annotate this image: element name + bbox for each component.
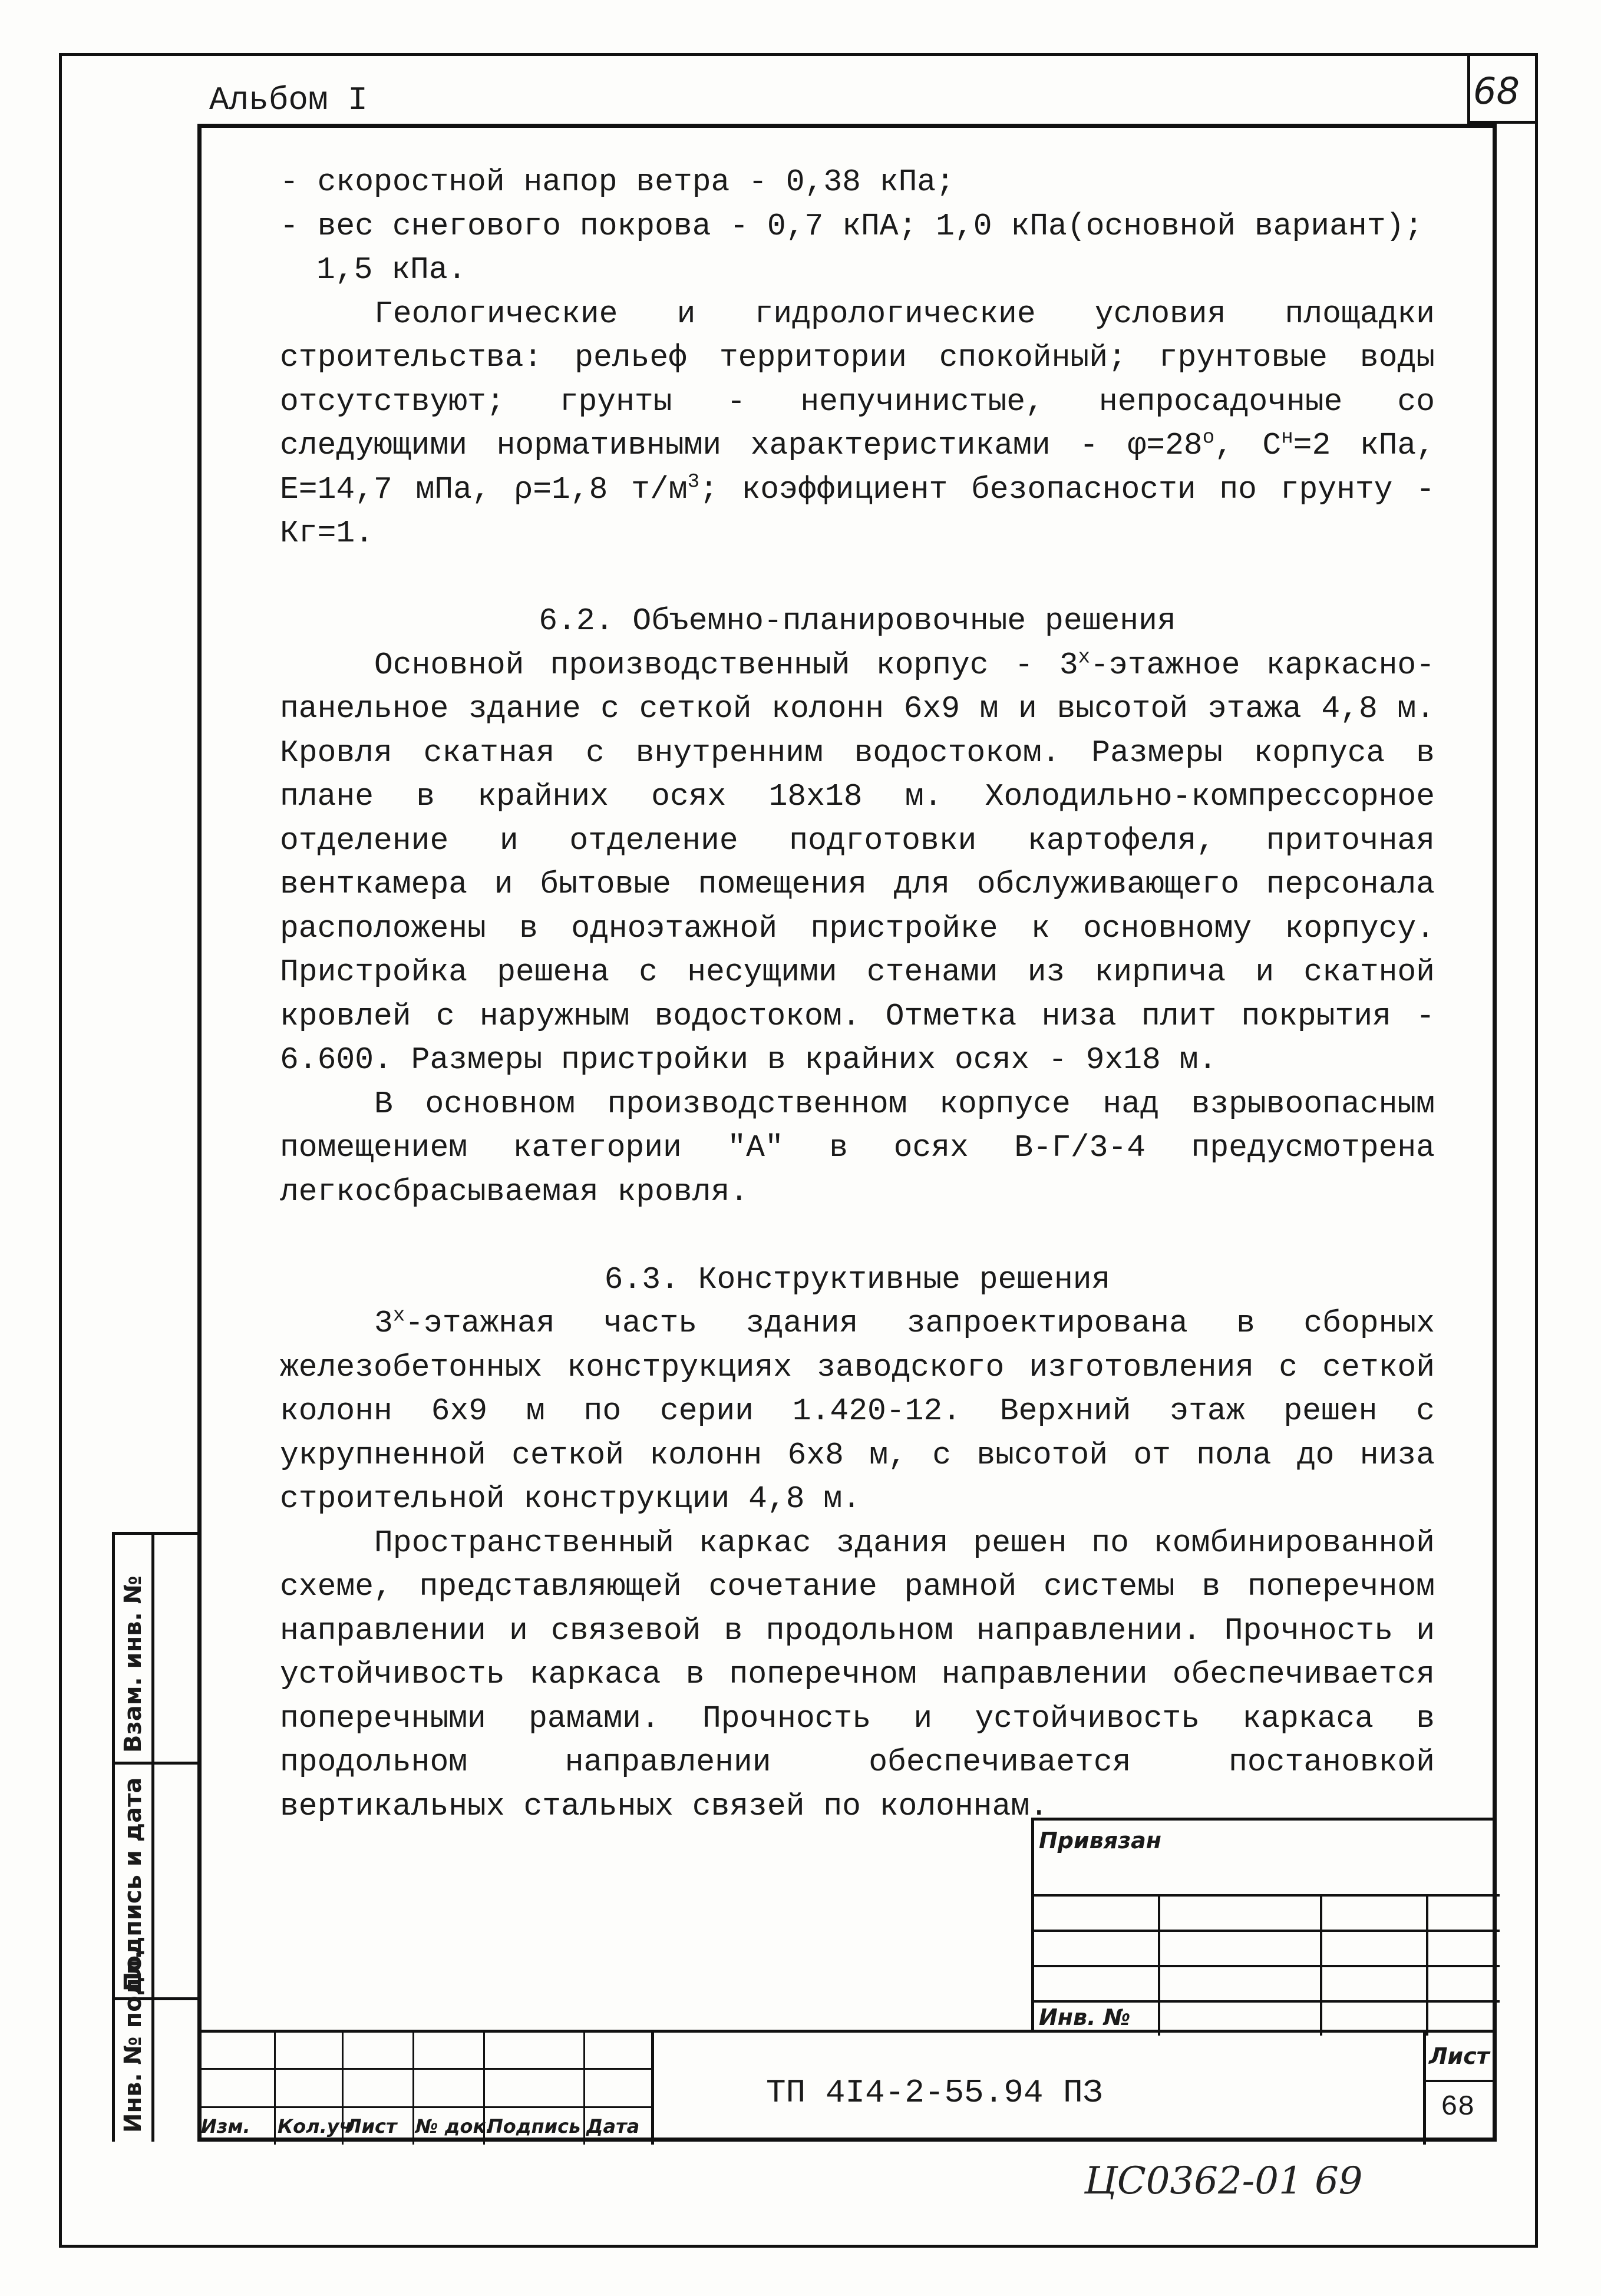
section-62-paragraph-1: Основной производственный корпус - $3^х$-этажное каркасно-панельное здание с сеткой колонн 6х9 м и высотой этажа 4,8 м. Кровля скатная с внутренним водостоком. Размеры корпуса в плане в крайних осях 18х18 м. Холодильно-компрессорное отделение и отделение подготовки картофеля, приточная венткамера и бытовые помещения для обслуживающего персонала расположены в одноэтажной пристройке к основному корпусу. Пристройка решена с несущими стенами из кирпича и скатной кровлей с наружным водостоком. Отметка низа плит покрытия - 6.600. Размеры пристройки в крайних осях - 9х18 м.	[280, 646, 1435, 1078]
geology-paragraph: Геологические и гидрологические условия площадки строительства: рельеф территории спокойный; грунтовые воды отсутствуют; грунты - непучинистые, непросадочные со следующими нормативными характеристиками - $\varphi=28^о$, $С^н=2$ кПа, Е=14,7 мПа, ρ=1,8 $т/м^3$; коэффициент безопасности по грунту - Кг=1.	[280, 296, 1435, 551]
col-kol-uch: Кол.уч	[278, 2115, 352, 2138]
handwritten-archive-number: ЦС0362-01 69	[1084, 2159, 1363, 2203]
section-63-paragraph-1: $3^х$-этажная часть здания запроектирована в сборных железобетонных конструкциях заводского изготовления с сеткой колонн 6х9 м по серии 1.420-12. Верхний этаж решен с укрупненной сеткой колонн 6х8 м, с высотой от пола до низа строительной конструкции 4,8 м.	[280, 1304, 1435, 1517]
privyazan-label: Привязан	[1039, 1828, 1162, 1854]
col-izm: Изм.	[201, 2115, 250, 2138]
binding-inv-label: Инв. №	[1039, 2004, 1131, 2030]
corner-sheet-number: 68	[1473, 70, 1520, 113]
binding-stamp	[1031, 1818, 1497, 2033]
sheet-number: 68	[1441, 2092, 1475, 2123]
section-62-paragraph-2: В основном производственном корпусе над взрывоопасным помещением категории "А" в осях В-Г/3-4 предусмотрена легкосбрасываемая кровля.	[280, 1086, 1435, 1210]
col-signature: Подпись	[487, 2115, 581, 2138]
wind-pressure-line: - скоростной напор ветра - 0,38 кПа;	[280, 164, 955, 200]
side-stamp	[112, 1532, 197, 2142]
section-63-title: 6.3. Конструктивные решения	[604, 1261, 1111, 1297]
col-date: Дата	[586, 2115, 640, 2138]
snow-load-line: - вес снегового покрова - 0,7 кПА; 1,0 кПа(основной вариант); 1,5 кПа.	[280, 208, 1424, 288]
section-62-title: 6.2. Объемно-планировочные решения	[539, 603, 1176, 639]
col-doc-no: № док.	[415, 2115, 493, 2138]
section-63-paragraph-2: Пространственный каркас здания решен по комбинированной схеме, представляющей сочетание рамной системы в поперечном направлении и связевой в продольном направлении. Прочность и устойчивость каркаса в поперечном направлении обеспечивается поперечными рамами. Прочность и устойчивость каркаса в продольном направлении обеспечивается постановкой вертикальных стальных связей по колоннам.	[280, 1525, 1435, 1824]
signature-date-label: Подпись и дата	[120, 1777, 147, 1991]
vzam-inv-label: Взам. инв. №	[120, 1575, 147, 1753]
sheet-label: Лист	[1429, 2043, 1490, 2069]
inv-podl-label: Инв. № подл.	[120, 1950, 147, 2133]
document-code: ТП 4I4-2-55.94 ПЗ	[766, 2074, 1103, 2112]
col-list: Лист	[346, 2115, 397, 2138]
album-label: Альбом I	[209, 81, 368, 119]
document-body	[280, 160, 1435, 1828]
